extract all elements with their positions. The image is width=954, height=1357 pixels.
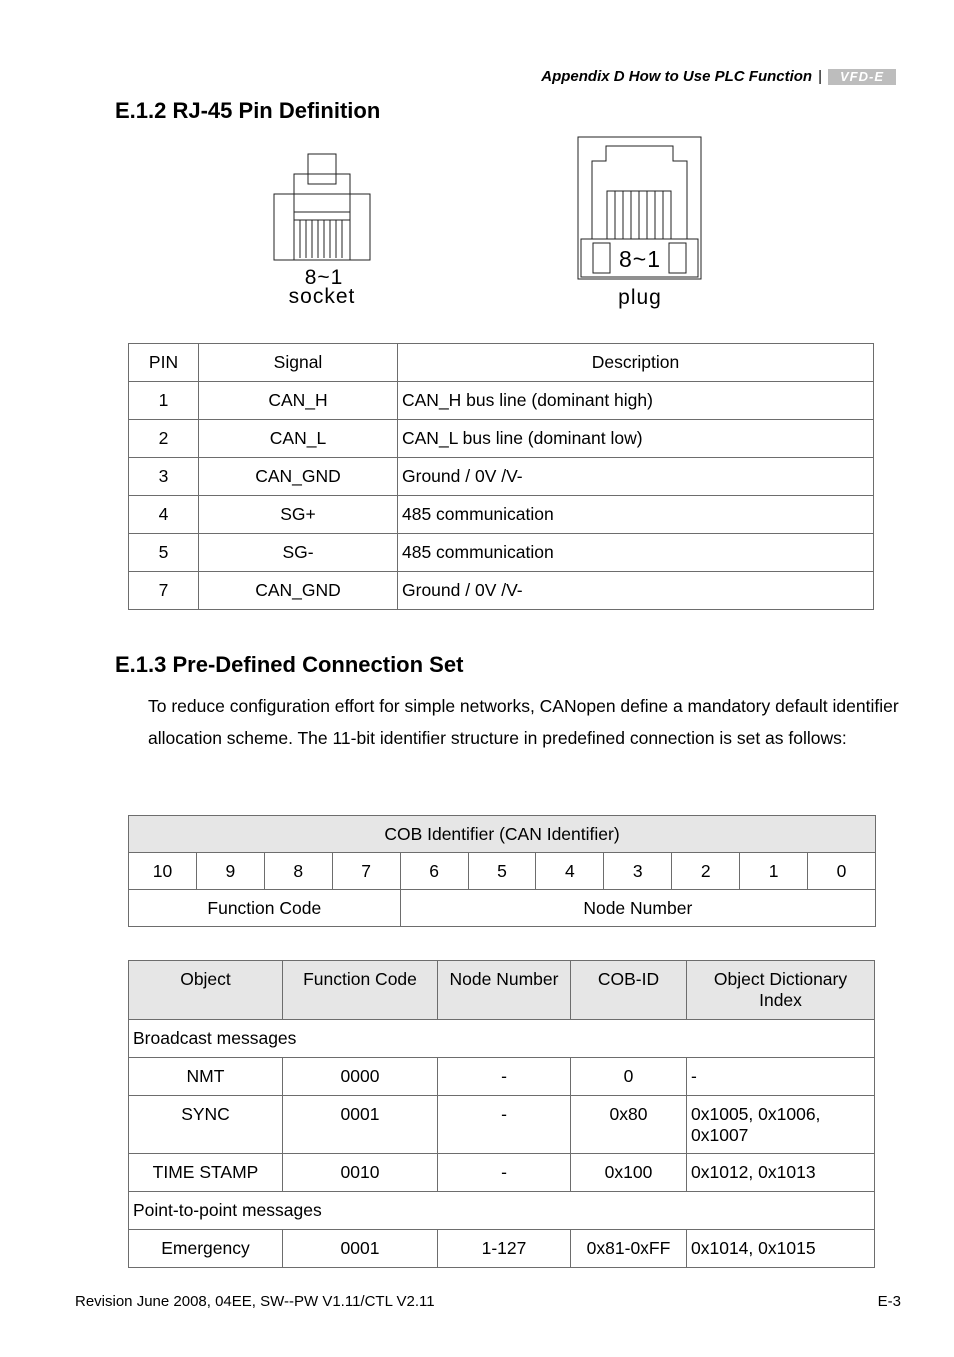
bit-cell: 8 <box>264 853 332 890</box>
signal-cell: CAN_H <box>199 382 398 420</box>
col-function-code-header: Function Code <box>283 961 438 1020</box>
header-separator: | <box>818 68 822 85</box>
table-row <box>129 420 874 458</box>
function-code-cell: 0001 <box>283 1230 438 1268</box>
bit-cell: 9 <box>196 853 264 890</box>
pin-cell: 1 <box>129 382 199 420</box>
od-index-cell: 0x1014, 0x1015 <box>687 1230 875 1268</box>
group-row <box>129 1020 875 1058</box>
function-code-field: Function Code <box>129 890 401 927</box>
signal-cell: CAN_GND <box>199 458 398 496</box>
intro-paragraph: To reduce configuration effort for simple networks, CANopen define a mandatory default identifier allocation scheme. The 11-bit identifier structure in predefined connection is set as follows: <box>148 696 899 748</box>
bit-cell: 0 <box>808 853 876 890</box>
node-number-cell: 1-127 <box>438 1230 571 1268</box>
od-index-cell: - <box>687 1058 875 1096</box>
col-node-number-header: Node Number <box>438 961 571 1020</box>
description-cell: 485 communication <box>398 534 874 572</box>
node-number-cell: - <box>438 1096 571 1154</box>
p2p-messages-label: Point-to-point messages <box>129 1192 875 1230</box>
pin-cell: 5 <box>129 534 199 572</box>
description-cell: CAN_L bus line (dominant low) <box>398 420 874 458</box>
table-row <box>129 1096 875 1154</box>
running-header <box>541 68 896 85</box>
bit-cell: 5 <box>468 853 536 890</box>
section-heading-rj45: E.1.2 RJ-45 Pin Definition <box>115 98 381 123</box>
cob-id-cell: 0x100 <box>571 1154 687 1192</box>
col-cob-id-header: COB-ID <box>571 961 687 1020</box>
od-index-cell: 0x1012, 0x1013 <box>687 1154 875 1192</box>
cob-identifier-table <box>128 815 876 927</box>
object-cell: TIME STAMP <box>129 1154 283 1192</box>
pin-cell: 3 <box>129 458 199 496</box>
socket-diagram <box>272 152 372 264</box>
node-number-field: Node Number <box>400 890 875 927</box>
cob-id-cell: 0x81-0xFF <box>571 1230 687 1268</box>
plug-caption: plug <box>618 286 662 309</box>
col-signal-header: Signal <box>199 344 398 382</box>
description-cell: Ground / 0V /V- <box>398 572 874 610</box>
cob-id-cell: 0 <box>571 1058 687 1096</box>
table-row <box>129 1154 875 1192</box>
broadcast-messages-label: Broadcast messages <box>129 1020 875 1058</box>
table-row <box>129 382 874 420</box>
pin-cell: 7 <box>129 572 199 610</box>
description-cell: CAN_H bus line (dominant high) <box>398 382 874 420</box>
pin-cell: 4 <box>129 496 199 534</box>
pin-cell: 2 <box>129 420 199 458</box>
object-cell: NMT <box>129 1058 283 1096</box>
object-table <box>128 960 875 1268</box>
cob-id-cell: 0x80 <box>571 1096 687 1154</box>
signal-cell: SG- <box>199 534 398 572</box>
group-row <box>129 1192 875 1230</box>
function-code-cell: 0010 <box>283 1154 438 1192</box>
table-row <box>129 572 874 610</box>
object-cell: Emergency <box>129 1230 283 1268</box>
function-code-cell: 0000 <box>283 1058 438 1096</box>
node-number-cell: - <box>438 1154 571 1192</box>
bit-cell: 7 <box>332 853 400 890</box>
socket-pin-label: 8~1 <box>304 266 344 289</box>
description-cell: Ground / 0V /V- <box>398 458 874 496</box>
od-index-cell: 0x1005, 0x1006, 0x1007 <box>687 1096 875 1154</box>
footer-page-number: E-3 <box>877 1293 901 1310</box>
table-row <box>129 1230 875 1268</box>
bit-cell: 4 <box>536 853 604 890</box>
node-number-cell: - <box>438 1058 571 1096</box>
cob-bits-row <box>129 853 876 890</box>
signal-cell: CAN_GND <box>199 572 398 610</box>
socket-caption: socket <box>288 285 356 308</box>
footer-revision: Revision June 2008, 04EE, SW--PW V1.11/CTL V2.11 <box>75 1293 435 1310</box>
table-row <box>129 496 874 534</box>
object-cell: SYNC <box>129 1096 283 1154</box>
function-code-cell: 0001 <box>283 1096 438 1154</box>
table-header-row <box>129 344 874 382</box>
header-title: Appendix D How to Use PLC Function <box>541 68 813 85</box>
signal-cell: SG+ <box>199 496 398 534</box>
col-pin-header: PIN <box>129 344 199 382</box>
cob-title-row <box>129 816 876 853</box>
vfd-e-logo: VFD-E <box>828 69 896 85</box>
plug-pin-label: 8~1 <box>618 246 661 272</box>
cob-title-cell: COB Identifier (CAN Identifier) <box>129 816 876 853</box>
object-header-row <box>129 961 875 1020</box>
table-row <box>129 1058 875 1096</box>
table-row <box>129 458 874 496</box>
col-object-header: Object <box>129 961 283 1020</box>
bit-cell: 10 <box>129 853 197 890</box>
signal-cell: CAN_L <box>199 420 398 458</box>
description-cell: 485 communication <box>398 496 874 534</box>
bit-cell: 3 <box>604 853 672 890</box>
bit-cell: 2 <box>672 853 740 890</box>
bit-cell: 6 <box>400 853 468 890</box>
table-row <box>129 534 874 572</box>
rj45-pin-table <box>128 343 874 610</box>
col-description-header: Description <box>398 344 874 382</box>
cob-fields-row <box>129 890 876 927</box>
section-heading-connection-set: E.1.3 Pre-Defined Connection Set <box>115 652 464 677</box>
col-od-index-header: Object Dictionary Index <box>687 961 875 1020</box>
bit-cell: 1 <box>740 853 808 890</box>
